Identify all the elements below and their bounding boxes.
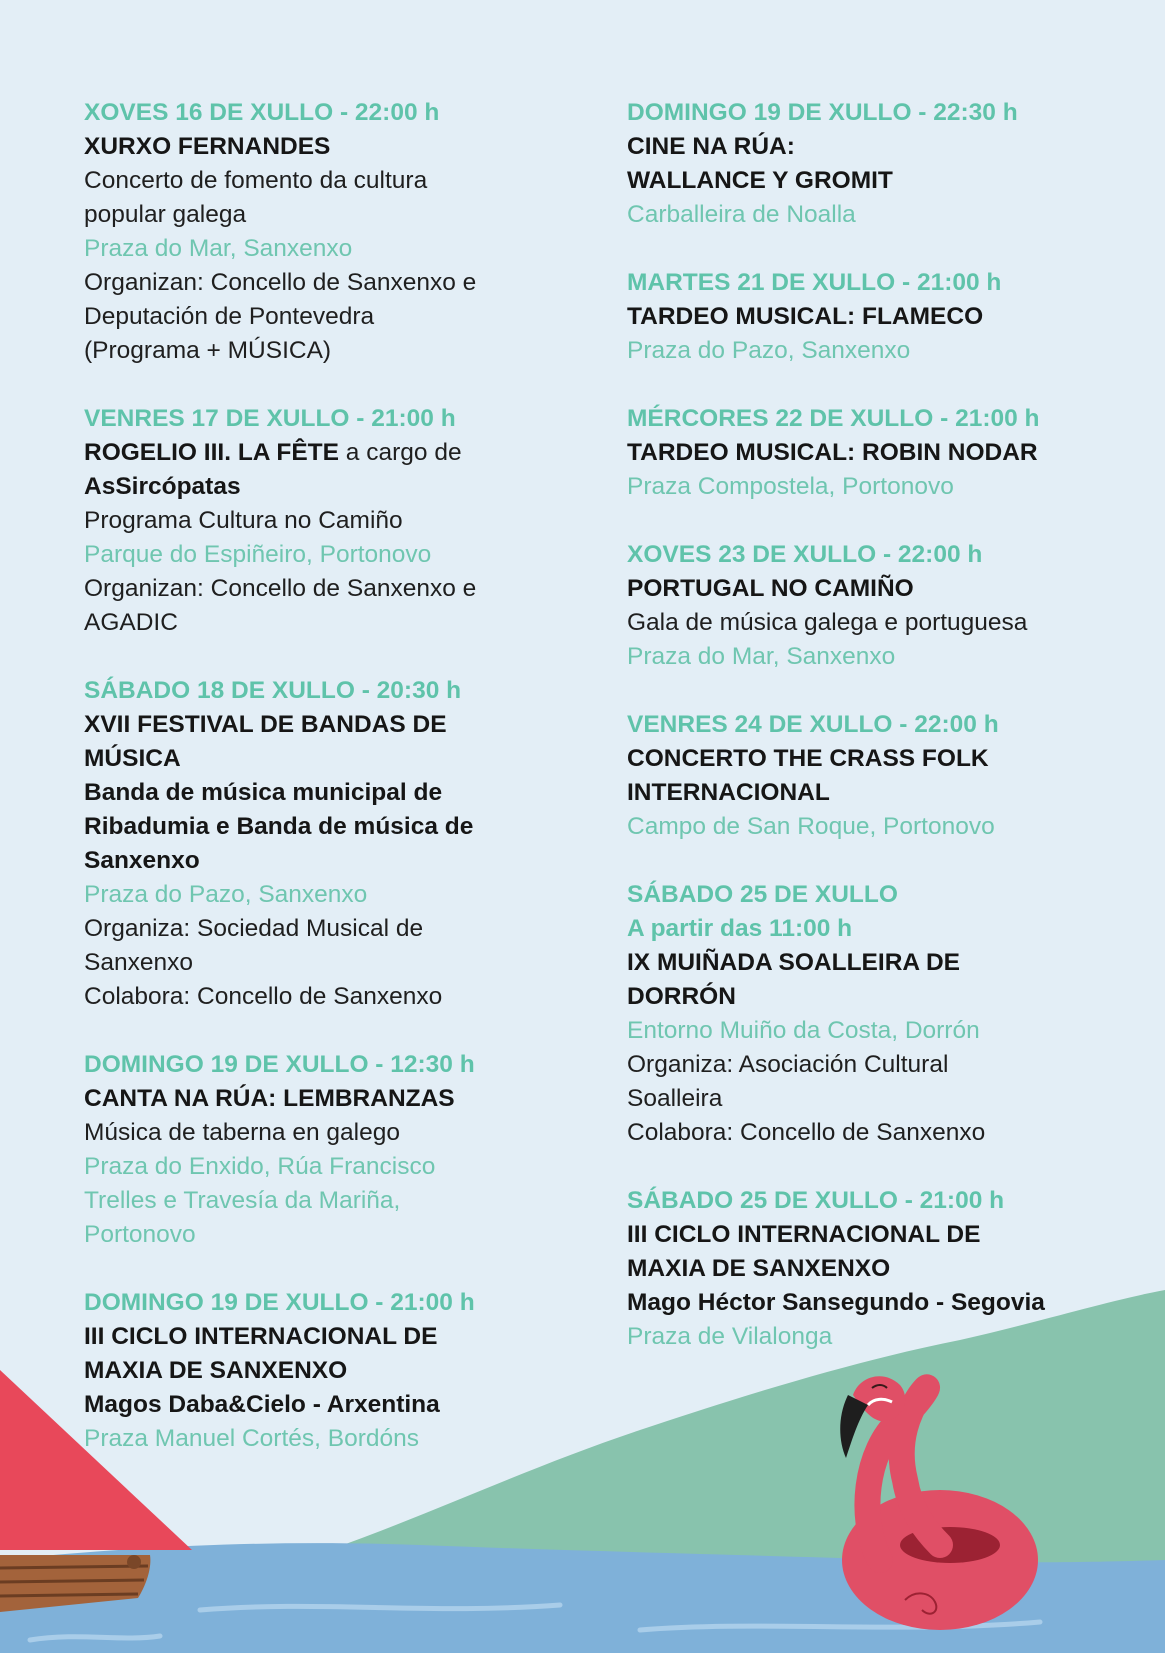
- event-title: XVII FESTIVAL DE BANDAS DE: [84, 711, 447, 738]
- event-description: Concerto de fomento da cultura: [84, 167, 428, 194]
- event-block: [627, 402, 1147, 504]
- event-location: Praza Compostela, Portonovo: [627, 473, 954, 500]
- event-title: ROGELIO III. LA FÊTE: [84, 439, 339, 466]
- event-title: Sanxenxo: [84, 847, 200, 874]
- event-block: [84, 402, 554, 640]
- event-description: AGADIC: [84, 609, 178, 636]
- event-block: [627, 878, 1147, 1150]
- event-description: Colabora: Concello de Sanxenxo: [84, 983, 443, 1010]
- events-column-right: [627, 96, 1147, 1388]
- water-ripple-line: [200, 1605, 560, 1610]
- event-location: Entorno Muiño da Costa, Dorrón: [627, 1017, 980, 1044]
- event-location: Praza do Mar, Sanxenxo: [627, 643, 896, 670]
- event-location: Praza de Vilalonga: [627, 1323, 833, 1350]
- event-title: CANTA NA RÚA: LEMBRANZAS: [84, 1085, 455, 1112]
- event-title: MÚSICA: [84, 745, 181, 772]
- event-description: Soalleira: [627, 1085, 723, 1112]
- event-title: TARDEO MUSICAL: ROBIN NODAR: [627, 439, 1038, 466]
- event-date: XOVES 16 DE XULLO - 22:00 h: [84, 99, 440, 126]
- event-block: [84, 674, 554, 1014]
- event-title: MAXIA DE SANXENXO: [84, 1357, 348, 1384]
- event-date: SÁBADO 18 DE XULLO - 20:30 h: [84, 677, 462, 704]
- event-date: SÁBADO 25 DE XULLO - 21:00 h: [627, 1187, 1005, 1214]
- event-title: Banda de música municipal de: [84, 779, 443, 806]
- event-location: Praza do Pazo, Sanxenxo: [627, 337, 911, 364]
- event-block: [627, 708, 1147, 844]
- event-description: popular galega: [84, 201, 247, 228]
- event-description: Deputación de Pontevedra: [84, 303, 375, 330]
- event-title: Ribadumia e Banda de música de: [84, 813, 474, 840]
- event-location: Praza do Pazo, Sanxenxo: [84, 881, 368, 908]
- event-description: Programa Cultura no Camiño: [84, 507, 403, 534]
- event-block: [84, 1048, 554, 1252]
- event-date: VENRES 17 DE XULLO - 21:00 h: [84, 405, 456, 432]
- event-location: Campo de San Roque, Portonovo: [627, 813, 995, 840]
- event-title: CONCERTO THE CRASS FOLK: [627, 745, 989, 772]
- event-location: Portonovo: [84, 1221, 196, 1248]
- event-description: Organizan: Concello de Sanxenxo e: [84, 269, 477, 296]
- event-date: XOVES 23 DE XULLO - 22:00 h: [627, 541, 983, 568]
- event-description: Música de taberna en galego: [84, 1119, 400, 1146]
- event-title: IX MUIÑADA SOALLEIRA DE: [627, 949, 961, 976]
- event-block: [627, 266, 1147, 368]
- event-description: Gala de música galega e portuguesa: [627, 609, 1028, 636]
- event-description: Organiza: Sociedad Musical de: [84, 915, 424, 942]
- event-location: Praza Manuel Cortés, Bordóns: [84, 1425, 419, 1452]
- event-title: Magos Daba&Cielo - Arxentina: [84, 1391, 440, 1418]
- event-title-line: [84, 436, 554, 470]
- event-description: (Programa + MÚSICA): [84, 337, 332, 364]
- event-location: Carballeira de Noalla: [627, 201, 856, 228]
- event-title: DORRÓN: [627, 983, 736, 1010]
- event-location: Trelles e Travesía da Mariña,: [84, 1187, 401, 1214]
- event-title: MAXIA DE SANXENXO: [627, 1255, 891, 1282]
- event-block: [627, 1184, 1147, 1354]
- event-title: INTERNACIONAL: [627, 779, 830, 806]
- event-title: III CICLO INTERNACIONAL DE: [84, 1323, 438, 1350]
- event-title: Mago Héctor Sansegundo - Segovia: [627, 1289, 1045, 1316]
- event-date: DOMINGO 19 DE XULLO - 21:00 h: [84, 1289, 475, 1316]
- event-block: [84, 96, 554, 368]
- event-title-suffix: a cargo de: [339, 439, 462, 466]
- event-title: PORTUGAL NO CAMIÑO: [627, 575, 914, 602]
- water-ripple-line-3: [30, 1636, 160, 1640]
- event-block: [627, 538, 1147, 674]
- event-block: [84, 1286, 554, 1456]
- event-location: Praza do Mar, Sanxenxo: [84, 235, 353, 262]
- event-description: Organizan: Concello de Sanxenxo e: [84, 575, 477, 602]
- event-block: [627, 96, 1147, 232]
- event-title: XURXO FERNANDES: [84, 133, 331, 160]
- event-title: AsSircópatas: [84, 473, 241, 500]
- event-title: WALLANCE Y GROMIT: [627, 167, 893, 194]
- event-description: Colabora: Concello de Sanxenxo: [627, 1119, 986, 1146]
- event-date: DOMINGO 19 DE XULLO - 12:30 h: [84, 1051, 475, 1078]
- event-title: TARDEO MUSICAL: FLAMECO: [627, 303, 984, 330]
- event-location: Praza do Enxido, Rúa Francisco: [84, 1153, 436, 1180]
- event-location: Parque do Espiñeiro, Portonovo: [84, 541, 432, 568]
- event-description: Organiza: Asociación Cultural: [627, 1051, 949, 1078]
- event-date: SÁBADO 25 DE XULLO: [627, 881, 898, 908]
- event-date: VENRES 24 DE XULLO - 22:00 h: [627, 711, 999, 738]
- events-column-left: [84, 96, 554, 1490]
- event-date: A partir das 11:00 h: [627, 915, 853, 942]
- event-date: MÉRCORES 22 DE XULLO - 21:00 h: [627, 405, 1040, 432]
- event-date: DOMINGO 19 DE XULLO - 22:30 h: [627, 99, 1018, 126]
- event-title: III CICLO INTERNACIONAL DE: [627, 1221, 981, 1248]
- event-date: MARTES 21 DE XULLO - 21:00 h: [627, 269, 1002, 296]
- event-description: Sanxenxo: [84, 949, 193, 976]
- event-title: CINE NA RÚA:: [627, 133, 795, 160]
